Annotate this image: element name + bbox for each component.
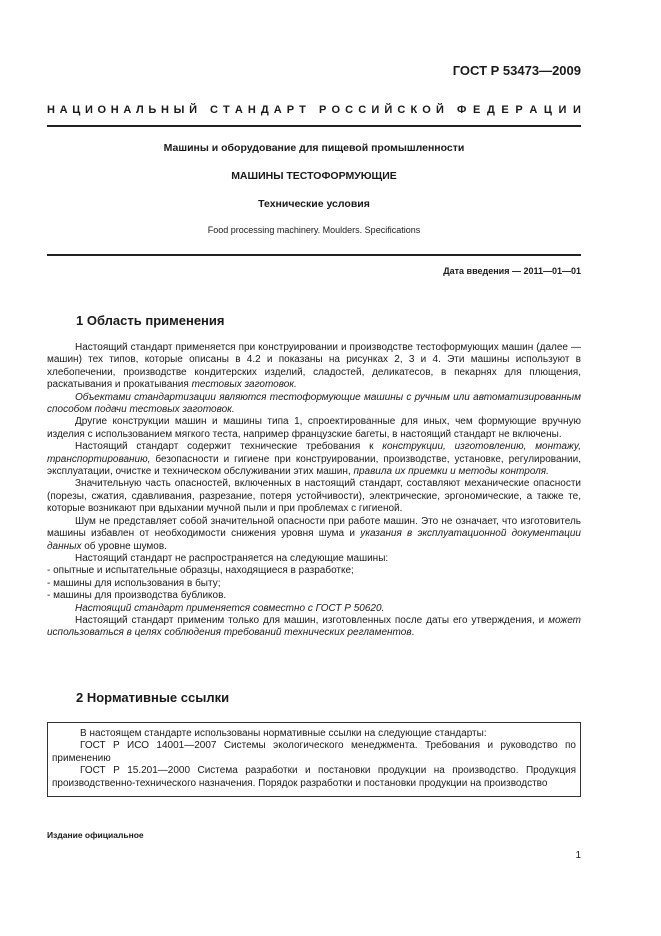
banner-letter: И <box>371 104 380 116</box>
banner-letter: С <box>358 104 367 116</box>
standard-subtitle: Технические условия <box>258 198 370 210</box>
list-item: - машины для производства бубликов. <box>47 590 227 602</box>
banner-letter: Й <box>189 104 197 116</box>
paragraph: Настоящий стандарт содержит технические требования к конструкции, изготовлению, монтажу, транспортированию, безопасности и гигиене при конструировании, производстве, установке, регулировании, эксплуатации, очистке и техническом обслуживании этих машин, правила их приемки и методы контроля. <box>47 441 581 478</box>
paragraph: Шум не представляет собой значительной опасности при работе машин. Это не означает, что изготовитель машины избавлен от необходимости снижения уровня шума и указания в эксплуатационной документации данных об уровне шумов. <box>47 515 581 552</box>
standard-title: МАШИНЫ ТЕСТОФОРМУЮЩИЕ <box>231 170 397 182</box>
banner-letter: Н <box>247 104 256 116</box>
english-title: Food processing machinery. Moulders. Specifications <box>207 225 421 235</box>
banner-word <box>210 104 306 116</box>
section-1-heading: 1 Область применения <box>76 313 225 328</box>
banner-letter: Н <box>161 104 169 116</box>
industry-line: Машины и оборудование для пищевой промышленности <box>163 142 465 154</box>
references-intro: В настоящем стандарте использованы нормативные ссылки на следующие стандарты: <box>80 728 487 739</box>
paragraph: Значительную часть опасностей, включенных в настоящий стандарт, составляют механические опасности (порезы, сжатия, сдавливания, разрезание, потеря устойчивости), электрические, эргономические, а также те, которые возникают при вдыхании мучной пыли и при проблемах с гигиеной. <box>47 478 581 515</box>
banner-letter: Й <box>384 104 393 116</box>
banner-letter: Р <box>286 104 295 116</box>
banner-letter: Т <box>223 104 230 116</box>
banner-letter: И <box>558 104 567 116</box>
banner-letter: Ц <box>72 104 81 116</box>
banner-letter: Ь <box>148 104 157 116</box>
paragraph: Объектами стандартизации являются тестоформующие машины с ручным или автоматизированным способом подачи тестовых заготовок. <box>47 391 581 416</box>
paragraph: Настоящий стандарт не распространяется на следующие машины: <box>75 552 389 564</box>
banner-letter: О <box>331 104 341 116</box>
banner-letter: И <box>573 104 581 116</box>
banner-letter: А <box>273 104 282 116</box>
banner-letter: Е <box>473 104 481 116</box>
banner-letter: Е <box>501 104 509 116</box>
banner-letter: К <box>410 104 418 116</box>
banner-letter: Н <box>110 104 119 116</box>
official-edition-label: Издание официальное <box>47 830 144 840</box>
banner-letter: А <box>234 104 243 116</box>
normative-references-box <box>47 722 581 797</box>
section-1-body <box>47 342 581 640</box>
banner-letter: А <box>529 104 538 116</box>
banner-letter: О <box>97 104 107 116</box>
banner-letter: Л <box>136 104 144 116</box>
paragraph: Настоящий стандарт применим только для машин, изготовленных после даты его утверждения, и может использоваться в целях соблюдения требований технических регламентов. <box>47 614 581 639</box>
banner-letter: Т <box>299 104 306 116</box>
national-standard-banner <box>47 104 581 116</box>
title-divider <box>47 254 581 256</box>
banner-letter: Р <box>319 104 327 116</box>
banner-letter: И <box>84 104 93 116</box>
list-item: - опытные и испытательные образцы, находящиеся в разработке; <box>47 565 354 577</box>
header-divider <box>47 125 581 127</box>
banner-letter: Д <box>260 104 269 116</box>
introduction-date: Дата введения — 2011—01—01 <box>443 266 581 276</box>
banner-letter: А <box>59 104 68 116</box>
section-2-heading: 2 Нормативные ссылки <box>76 690 230 705</box>
banner-letter: Ф <box>457 104 467 116</box>
paragraph: Настоящий стандарт применяется при конструировании и производстве тестоформующих машин (далее — машин) тех типов, которые описаны в 4.2 и показаны на рисунках 2, 3 и 4. Эти машины используют в хлебопечении, производстве кондитерских изделий, сладостей, деликатесов, в пекарнях для плющения, раскатывания и прокатывания тестовых заготовок. <box>47 342 581 391</box>
banner-word <box>457 104 581 116</box>
list-item: - машины для использования в быту; <box>47 577 221 589</box>
paragraph: Другие конструкции машин и машины типа 1, спроектированные для иных, чем формующие вручную изделия с использованием мягкого теста, например французские багеты, в настоящий стандарт не включены. <box>47 416 581 440</box>
banner-word <box>319 104 444 116</box>
banner-letter: С <box>397 104 406 116</box>
page-number: 1 <box>575 850 581 861</box>
banner-letter: Й <box>435 104 444 116</box>
banner-letter: Ц <box>543 104 552 116</box>
banner-letter: Д <box>486 104 495 116</box>
banner-letter: О <box>422 104 431 116</box>
reference-item: ГОСТ Р ИСО 14001—2007 Системы экологического менеджмента. Требования и руководство по применению <box>52 740 576 764</box>
banner-letter: Р <box>515 104 523 116</box>
banner-letter: С <box>210 104 218 116</box>
banner-letter: А <box>123 104 132 116</box>
banner-letter: Ы <box>173 104 185 116</box>
document-number: ГОСТ Р 53473—2009 <box>452 63 581 78</box>
banner-letter: Н <box>47 104 55 116</box>
reference-item: ГОСТ Р 15.201—2000 Система разработки и постановки продукции на производство. Продукция производственно-технического назначения. Порядок разработки и постановки продукции на производство <box>52 765 576 789</box>
paragraph: Настоящий стандарт применяется совместно с ГОСТ Р 50620. <box>75 602 385 614</box>
banner-word <box>47 104 197 116</box>
banner-letter: С <box>345 104 354 116</box>
